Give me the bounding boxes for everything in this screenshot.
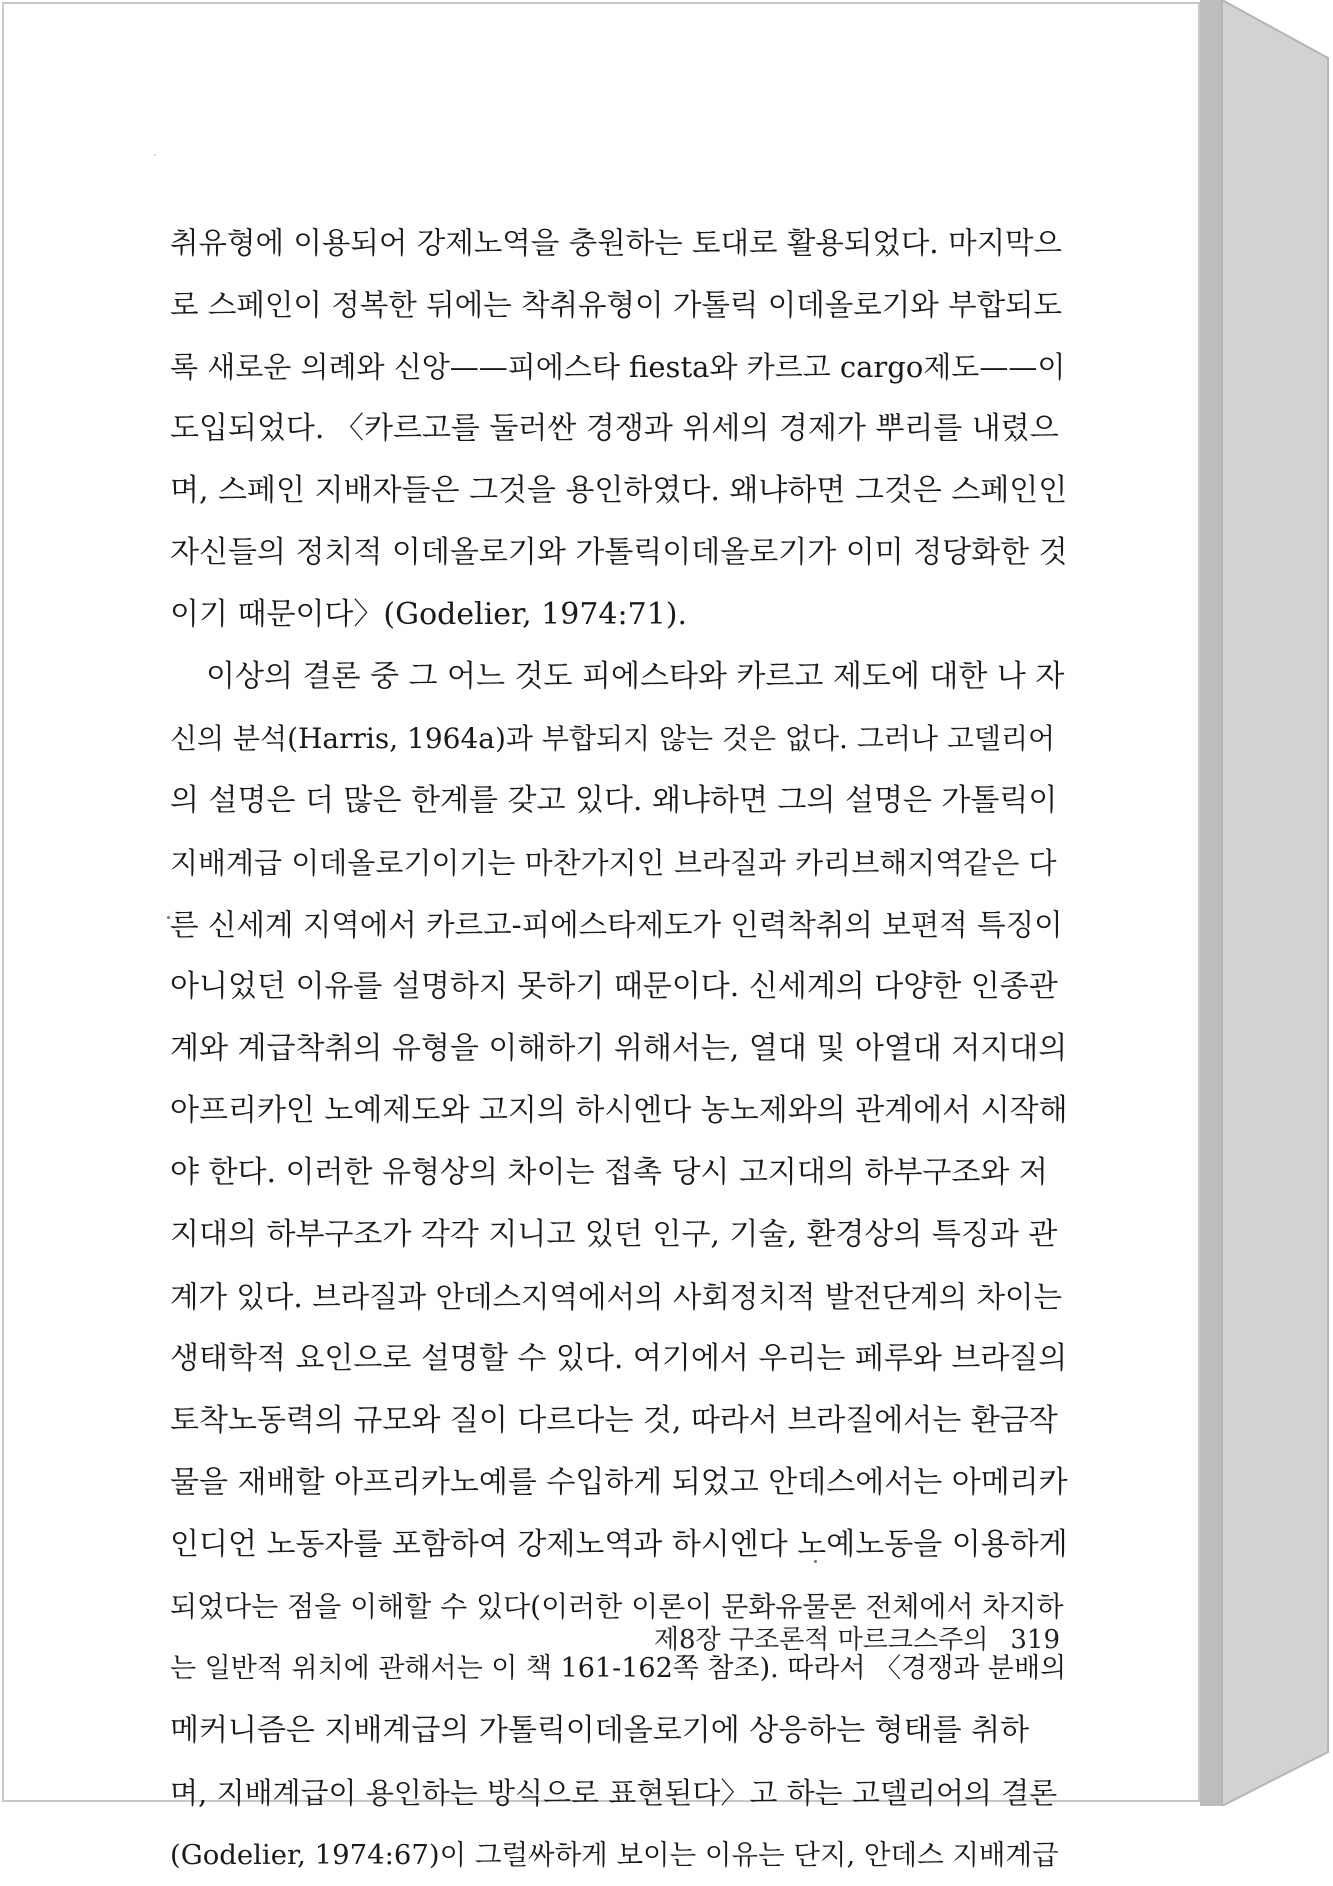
text-line: 이기 때문이다〉(Godelier, 1974:71).	[170, 597, 688, 632]
text-line: 아니었던 이유를 설명하지 못하기 때문이다. 신세계의 다양한 인종관	[170, 969, 1058, 1004]
page-number: 319	[1010, 1625, 1060, 1655]
text-line: 계와 계급착취의 유형을 이해하기 위해서는, 열대 및 아열대 저지대의	[170, 1031, 1068, 1066]
text-line: 자신들의 정치적 이데올로기와 가톨릭이데올로기가 이미 정당화한 것	[170, 535, 1068, 570]
book-spine	[1200, 0, 1332, 1806]
text-line: 계가 있다. 브라질과 안데스지역에서의 사회정치적 발전단계의 차이는	[170, 1280, 1063, 1314]
text-line: 도입되었다. 〈카르고를 둘러싼 경쟁과 위세의 경제가 뿌리를 내렸으	[170, 411, 1059, 446]
text-line: 메커니즘은 지배계급의 가톨릭이데올로기에 상응하는 형태를 취하	[170, 1713, 1030, 1748]
text-line: 되었다는 점을 이해할 수 있다(이러한 이론이 문화유물론 전체에서 차지하	[170, 1590, 1064, 1623]
text-line: 물을 재배할 아프리카노예를 수입하게 되었고 안데스에서는 아메리카	[170, 1465, 1068, 1500]
text-line: 로 스페인이 정복한 뒤에는 착취유형이 가톨릭 이데올로기와 부합되도	[170, 288, 1063, 322]
footer-chapter-title: 제8장 구조론적 마르크스주의	[653, 1625, 989, 1655]
text-line: 취유형에 이용되어 강제노역을 충원하는 토대로 활용되었다. 마지막으	[170, 226, 1063, 260]
text-line: (Godelier, 1974:67)이 그럴싸하게 보이는 이유는 단지, 안데스 지배계급	[170, 1839, 1059, 1871]
text-line: 토착노동력의 규모와 질이 다르다는 것, 따라서 브라질에서는 환금작	[170, 1403, 1058, 1438]
running-footer	[640, 1620, 1060, 1660]
text-line: 른 신세계 지역에서 카르고-피에스타제도가 인력착취의 보편적 특징이	[170, 908, 1063, 942]
text-line: 생태학적 요인으로 설명할 수 있다. 여기에서 우리는 페루와 브라질의	[170, 1341, 1068, 1376]
text-line: 인디언 노동자를 포함하여 강제노역과 하시엔다 노예노동을 이용하게	[170, 1527, 1068, 1562]
text-line: 는 일반적 위치에 관해서는 이 책 161-162쪽 참조). 따라서 〈경쟁과 분배의	[170, 1653, 1067, 1684]
text-line: 지배계급 이데올로기이기는 마찬가지인 브라질과 카리브해지역같은 다	[170, 846, 1057, 880]
text-line: 지대의 하부구조가 각각 지니고 있던 인구, 기술, 환경상의 특징과 관	[170, 1217, 1058, 1252]
text-line: 록 새로운 의례와 신앙——피에스타 fiesta와 카르고 cargo제도——이	[170, 350, 1066, 384]
text-line: 신의 분석(Harris, 1964a)과 부합되지 않는 것은 없다. 그러나 고델리어	[170, 722, 1056, 755]
text-line: 이상의 결론 중 그 어느 것도 피에스타와 카르고 제도에 대한 나 자	[206, 659, 1065, 694]
text-line: 의 설명은 더 많은 한계를 갖고 있다. 왜냐하면 그의 설명은 가톨릭이	[170, 783, 1058, 818]
text-line: 며, 지배계급이 용인하는 방식으로 표현된다〉고 하는 고델리어의 결론	[170, 1776, 1058, 1810]
scan-speck	[154, 154, 156, 156]
text-line: 아프리카인 노예제도와 고지의 하시엔다 농노제와의 관계에서 시작해	[170, 1093, 1068, 1128]
text-line: 며, 스페인 지배자들은 그것을 용인하였다. 왜냐하면 그것은 스페인인	[170, 473, 1068, 508]
text-line: 야 한다. 이러한 유형상의 차이는 접촉 당시 고지대의 하부구조와 저	[170, 1155, 1048, 1190]
